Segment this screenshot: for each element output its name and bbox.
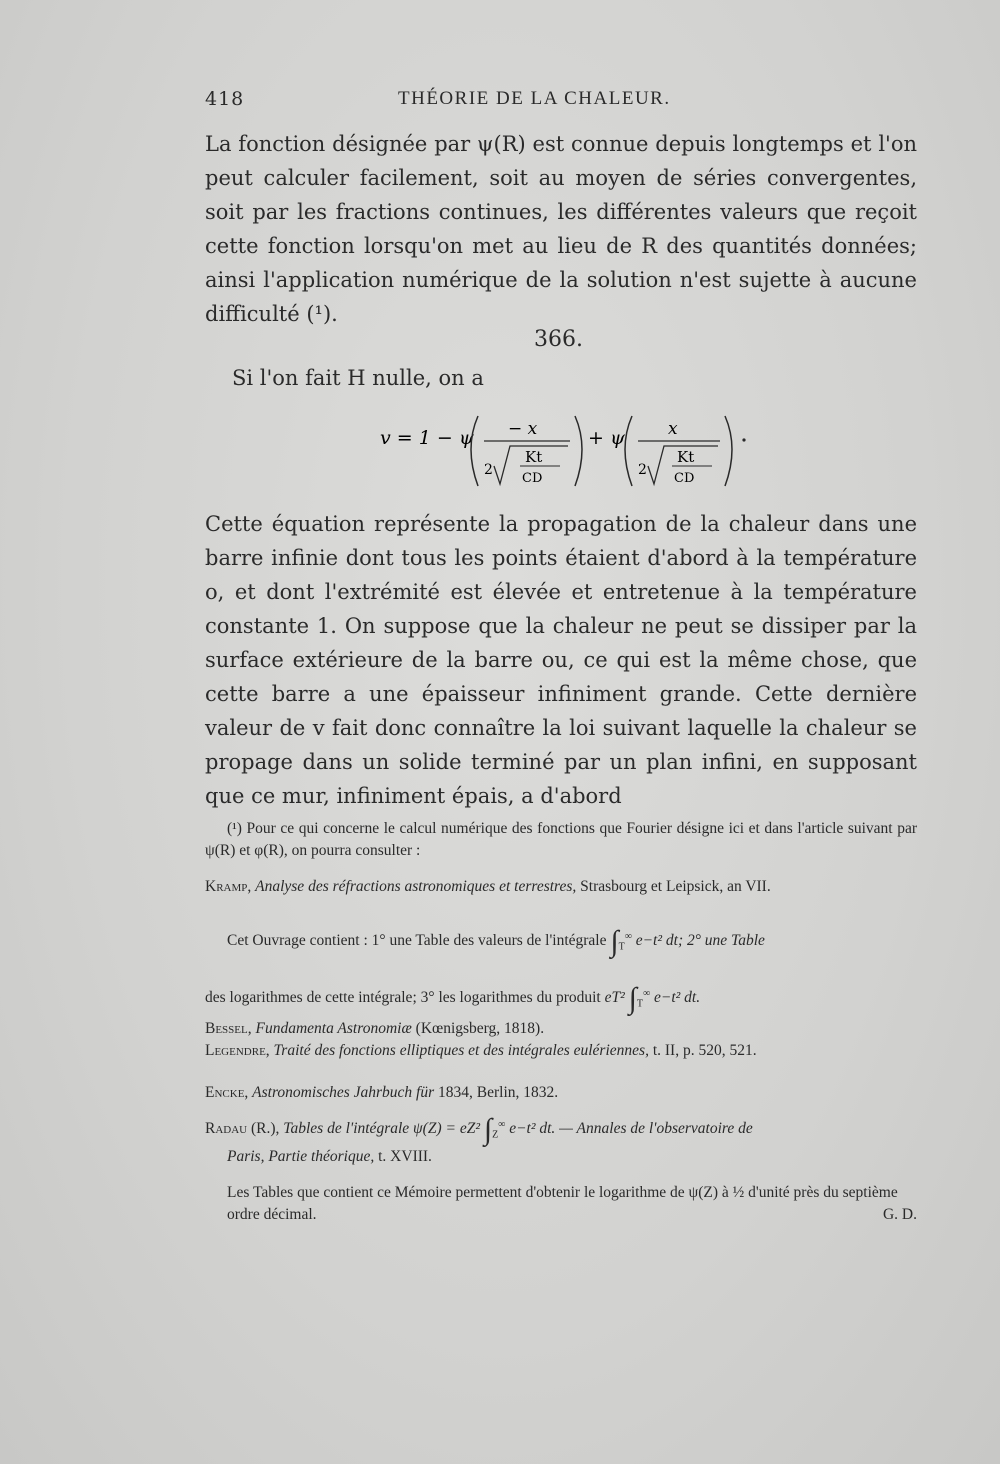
eq-rad-bottom-1: CD bbox=[522, 471, 543, 486]
ref-radau bbox=[205, 1114, 917, 1168]
eq-paren-close-1 bbox=[575, 416, 582, 486]
page-number: 418 bbox=[205, 88, 245, 110]
integral-limit-Z: Z bbox=[492, 1129, 499, 1141]
ref-encke bbox=[205, 1082, 917, 1104]
ref-ouvrage-line-1 bbox=[205, 926, 917, 958]
ref-bessel-author: Bessel, bbox=[205, 1020, 252, 1037]
eq-rad-top-2: Kt bbox=[677, 448, 695, 466]
eq-period bbox=[742, 438, 745, 441]
ouvrage-integrand-1: e−t² dt; 2° une Table bbox=[635, 932, 765, 950]
integral-limit-inf-2: ∞ bbox=[642, 988, 651, 999]
ref-radau-author: Radau (R.), bbox=[205, 1120, 280, 1138]
ref-kramp-rest: Strasbourg et Leipsick, an VII. bbox=[580, 878, 771, 895]
footnote-closing bbox=[205, 1182, 917, 1226]
paragraph-1: La fonction désignée par ψ(R) est connue depuis longtemps et l'on peut calculer facilement, soit au moyen de séries convergentes, soit par les fractions continues, les différentes valeurs que reçoit cette fonction lorsqu'on met au lieu de R des quantités données; ainsi l'application numérique de la solution n'est sujette à aucune difficulté (¹). bbox=[205, 132, 917, 326]
ref-encke-title: Astronomisches Jahrbuch für bbox=[252, 1084, 435, 1101]
ref-bessel-title: Fundamenta Astronomiæ bbox=[255, 1020, 412, 1037]
ouvrage-text-b: des logarithmes de cette intégrale; 3° les logarithmes du produit bbox=[205, 989, 601, 1007]
eq-coef-1: 2 bbox=[484, 462, 493, 478]
integral-sign-1: ∫ bbox=[610, 925, 619, 959]
ref-radau-title: Tables de l'intégrale ψ(Z) = eZ² bbox=[283, 1120, 480, 1138]
ref-legendre-author: Legendre, bbox=[205, 1042, 270, 1059]
eq-rad-top-1: Kt bbox=[525, 448, 543, 466]
ref-bessel bbox=[205, 1018, 917, 1040]
integral-sign-2: ∫ bbox=[628, 982, 637, 1016]
closing-text: Les Tables que contient ce Mémoire permettent d'obtenir le logarithme de ψ(Z) à ½ d'unité près du septième ordre décimal. bbox=[227, 1184, 898, 1223]
ref-radau-title-2: Paris, Partie théorique, bbox=[227, 1148, 375, 1166]
integral-limit-T-1: T bbox=[618, 941, 625, 953]
eq-paren-close-2 bbox=[725, 416, 732, 486]
ref-kramp-title: Analyse des réfractions astronomiques et terrestres, bbox=[255, 878, 577, 895]
paragraph-3: Cette équation représente la propagation de la chaleur dans une barre infinie dont tous les points étaient d'abord à la température o, et dont l'extrémité est élevée et entretenue à la température constante 1. On suppose que la chaleur ne peut se dissiper par la surface extérieure de la barre ou, ce qui est la même chose, que cette barre a une épaisseur infiniment grande. Cette dernière valeur de v fait donc connaître la loi suivant laquelle la chaleur se propage dans un solide terminé par un plan infini, en supposant que ce mur, infiniment épais, a d'abord bbox=[205, 512, 917, 808]
ouvrage-text-a: Cet Ouvrage contient : 1° une Table des valeurs de l'intégrale bbox=[227, 932, 607, 950]
ouvrage-product: eT² bbox=[604, 989, 625, 1007]
eq-rad-bottom-2: CD bbox=[674, 471, 695, 486]
ref-ouvrage-line-2 bbox=[205, 983, 917, 1015]
ref-legendre bbox=[205, 1040, 917, 1062]
eq-plus: + ψ bbox=[588, 427, 625, 449]
integral-limit-inf-3: ∞ bbox=[498, 1119, 506, 1130]
eq-lhs: v = 1 − ψ bbox=[380, 427, 474, 449]
eq-paren-open-2 bbox=[625, 416, 632, 486]
signature: G. D. bbox=[882, 1206, 917, 1223]
ref-encke-rest: 1834, Berlin, 1832. bbox=[438, 1084, 559, 1101]
ref-legendre-title: Traité des fonctions elliptiques et des intégrales eulériennes, bbox=[273, 1042, 649, 1059]
section-number: 366. bbox=[534, 327, 583, 352]
eq-num-2: x bbox=[668, 419, 678, 439]
paragraph-2: Si l'on fait H nulle, on a bbox=[232, 366, 484, 390]
running-title: THÉORIE DE LA CHALEUR. bbox=[398, 88, 671, 109]
ref-bessel-rest: (Kœnigsberg, 1818). bbox=[415, 1020, 545, 1037]
ref-radau-integrand: e−t² dt. — Annales de l'observatoire de bbox=[509, 1120, 753, 1138]
eq-num-1: − x bbox=[508, 419, 538, 439]
ouvrage-integrand-2: e−t² dt. bbox=[654, 989, 701, 1007]
integral-sign-3: ∫ bbox=[483, 1113, 493, 1147]
ref-kramp bbox=[205, 876, 917, 898]
integral-limit-T-2: T bbox=[636, 998, 643, 1010]
ref-kramp-author: Kramp, bbox=[205, 878, 252, 895]
running-header bbox=[205, 88, 915, 118]
eq-coef-2: 2 bbox=[638, 462, 647, 478]
equation bbox=[380, 408, 760, 498]
ref-radau-rest: t. XVIII. bbox=[378, 1148, 432, 1166]
footnote-intro: (¹) Pour ce qui concerne le calcul numérique des fonctions que Fourier désigne ici et dans l'article suivant par ψ(R) et φ(R), on pourra consulter : bbox=[205, 820, 917, 859]
ref-encke-author: Encke, bbox=[205, 1084, 249, 1101]
ref-legendre-rest: t. II, p. 520, 521. bbox=[652, 1042, 757, 1059]
integral-limit-inf-1: ∞ bbox=[624, 931, 632, 942]
